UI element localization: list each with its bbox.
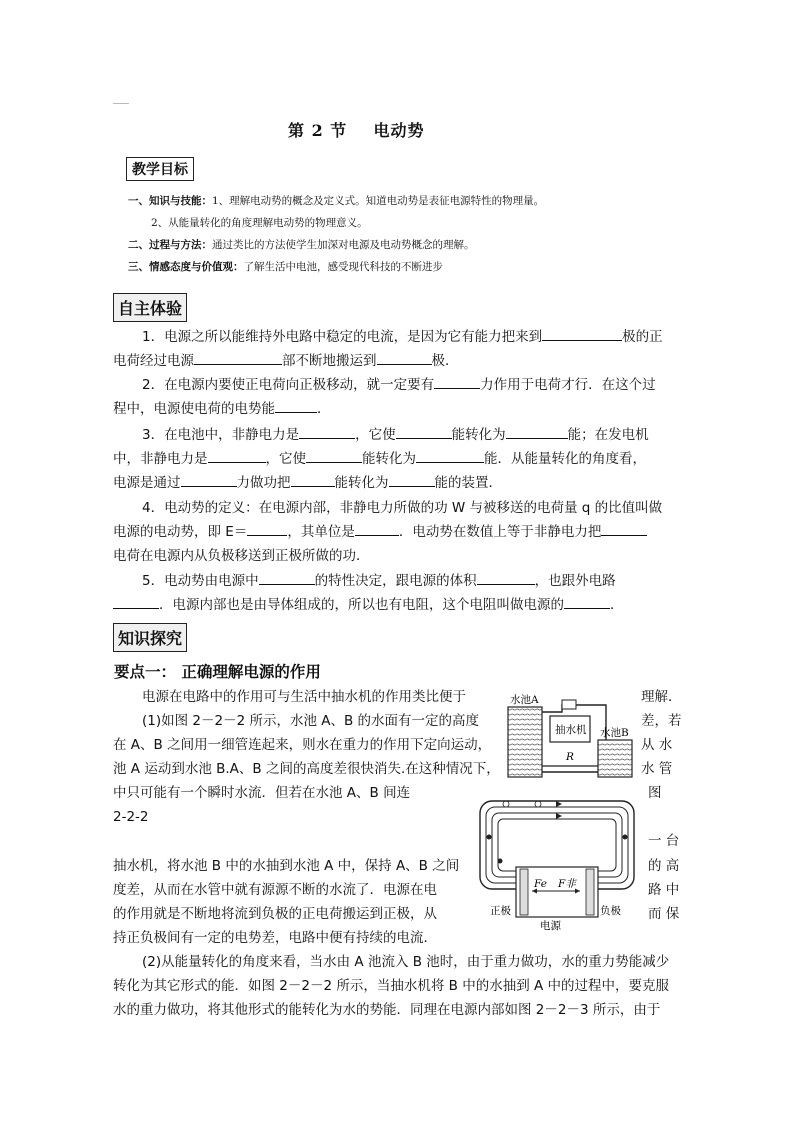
charge-dot — [623, 835, 628, 840]
blank[interactable] — [291, 472, 335, 487]
blank[interactable] — [306, 448, 362, 463]
blank[interactable] — [416, 448, 484, 463]
pump-motor — [562, 700, 576, 709]
goal-1b-text: 2、从能量转化的角度理解电动势的物理意义。 — [151, 217, 368, 229]
blank[interactable] — [181, 472, 237, 487]
charge-dot — [498, 859, 503, 864]
q5-text-c: ，也跟外电路 — [534, 573, 616, 589]
point1-title: 要点一： 正确理解电源的作用 — [114, 663, 321, 681]
q3-text-b: ，它使 — [355, 427, 396, 443]
p1-left: 电源在电路中的作用可与生活中抽水机的作用类比便于 — [142, 689, 466, 705]
negative-label: 负极 — [600, 905, 621, 917]
fe-label: Fe — [534, 878, 547, 890]
q5-text-e: ． — [610, 597, 624, 613]
goal-1-text: 1、理解电动势的概念及定义式。知道电动势是表征电源特性的物理量。 — [212, 195, 545, 207]
blank[interactable] — [396, 424, 452, 439]
p4-right: 水 管 — [641, 761, 673, 777]
goals-label: 教学目标 — [126, 157, 194, 181]
q4-text-b: 电源的电动势，即 E＝ — [113, 524, 248, 540]
q3-line1 — [142, 424, 649, 448]
q2-text-c: 程中，电源使电荷的电势能 — [113, 401, 275, 417]
goal-1 — [128, 193, 544, 208]
goal-1-label: 一、知识与技能： — [128, 195, 212, 207]
q1-line2 — [113, 350, 459, 374]
p11-left: 持正负极间有一定的电势差，电路中便有持续的电流． — [113, 930, 437, 946]
p9-left: 度差，从而在水管中就有源源不断的水流了．电源在电 — [113, 882, 437, 898]
blank[interactable] — [194, 350, 282, 365]
goal-2-label: 二、过程与方法： — [128, 239, 212, 251]
negative-plate — [586, 869, 594, 915]
p14: 水的重力做功，将其他形式的能转化为水的势能．同理在电源内部如图 2－2－3 所示，由于 — [113, 1002, 661, 1018]
q1-line1 — [142, 326, 663, 350]
source-label: 电源 — [540, 920, 561, 932]
p5-right: 图 — [648, 785, 662, 801]
q3-text-d: 能；在发电机 — [567, 427, 649, 443]
p1-right: 理解． — [641, 689, 682, 705]
goal-3-label: 三、情感态度与价值观： — [128, 261, 244, 273]
q3-text-i: 电源是通过 — [113, 475, 181, 491]
pool-a-shape — [508, 707, 542, 777]
q3-text-g: 能转化为 — [362, 451, 416, 467]
pool-b-shape — [598, 740, 632, 777]
goal-3 — [128, 259, 443, 274]
q5-text-a: 5．电动势由电源中 — [142, 573, 259, 589]
charge-dot — [487, 835, 492, 840]
pool-a-label: 水池A — [510, 694, 539, 706]
blank[interactable] — [477, 570, 535, 585]
loop-4 — [498, 819, 616, 871]
q2-text-a: 2．在电源内要使正电荷向正极移动，就一定要有 — [142, 377, 435, 393]
q3-text-e: 中，非静电力是 — [113, 451, 208, 467]
p10-right: 而 保 — [648, 906, 680, 922]
q4-text-d: ．电动势在数值上等于非静电力把 — [398, 524, 602, 540]
page-title: 第 2 节 电动势 — [288, 121, 425, 140]
p13: 转化为其它形式的能．如图 2－2－2 所示，当抽水机将 B 中的水抽到 A 中的过程中，要克服 — [113, 978, 670, 994]
p10-left: 的作用就是不断地将流到负极的正电荷搬运到正极，从 — [113, 906, 437, 922]
q3-text-j: 力做功把 — [236, 475, 291, 491]
q2-line2 — [113, 398, 331, 422]
blank[interactable] — [506, 424, 568, 439]
blank[interactable] — [275, 398, 317, 413]
p8-right: 的 高 — [648, 858, 680, 874]
blank[interactable] — [355, 521, 399, 536]
q4-line1: 4．电动势的定义：在电源内部，非静电力所做的功 W 与被移送的电荷量 q 的比值叫做 — [142, 500, 663, 516]
r-label: R — [566, 751, 574, 763]
p12: (2)从能量转化的角度来看，当水由 A 池流入 B 池时，由于重力做功，水的重力势能减少 — [142, 954, 670, 970]
q3-text-a: 3．在电池中，非静电力是 — [142, 427, 300, 443]
goal-3-text: 了解生活中电池，感受现代科技的不断进步 — [243, 261, 443, 273]
blank[interactable] — [113, 594, 159, 609]
charge-marker — [503, 801, 509, 807]
q3-text-l: 能的装置． — [434, 475, 502, 491]
blank[interactable] — [247, 521, 287, 536]
self-study-label: 自主体验 — [113, 293, 187, 322]
circuit-figure — [476, 797, 640, 933]
arrow — [556, 813, 562, 819]
p9-right: 路 中 — [648, 882, 680, 898]
p5-left: 中只可能有一个瞬时水流．但若在水池 A、B 间连 — [113, 785, 411, 801]
q1-text-d: 部不断地搬运到 — [282, 353, 377, 369]
blank[interactable] — [377, 350, 432, 365]
positive-plate — [520, 869, 528, 915]
q1-text-b: 极的正 — [622, 329, 663, 345]
q1-text-c: 电荷经过电源 — [113, 353, 194, 369]
p4-left: 池 A 运动到水池 B.A、B 之间的高度差很快消失.在这种情况下， — [113, 761, 500, 777]
blank[interactable] — [542, 326, 622, 341]
q2-text-d: ． — [317, 401, 331, 417]
pump-label: 抽水机 — [555, 724, 587, 736]
blank[interactable] — [208, 448, 266, 463]
blank[interactable] — [389, 472, 435, 487]
q5-text-d: ．电源内部也是由导体组成的，所以也有电阻，这个电阻叫做电源的 — [159, 597, 564, 613]
p8-left: 抽水机，将水池 B 中的水抽到水池 A 中，保持 A、B 之间 — [113, 858, 460, 874]
blank[interactable] — [299, 424, 355, 439]
q3-text-k: 能转化为 — [334, 475, 389, 491]
q4-text-c: ，其单位是 — [287, 524, 355, 540]
goal-2-text: 通过类比的方法使学生加深对电源及电动势概念的理解。 — [212, 239, 475, 251]
q3-text-f: ，它使 — [265, 451, 306, 467]
p2-right: 差，若 — [641, 713, 682, 729]
positive-label: 正极 — [490, 905, 511, 917]
header-rule — [113, 103, 129, 104]
p7-right: 一 台 — [648, 833, 680, 849]
q1-text-a: 1．电源之所以能维持外电路中稳定的电流，是因为它有能力把来到 — [142, 329, 543, 345]
goal-2 — [128, 237, 475, 252]
arrow — [556, 801, 562, 807]
q2-line1 — [142, 374, 656, 398]
blank[interactable] — [259, 570, 315, 585]
p3-right: 从 水 — [641, 737, 673, 753]
q1-text-e: 极． — [431, 353, 459, 369]
p3-left: 在 A、B 之间用一细管连起来，则水在重力的作用下定向运动， — [113, 737, 492, 753]
p6-left: 2-2-2 — [113, 809, 149, 825]
q2-text-b: 力作用于电荷才行．在这个过 — [480, 377, 656, 393]
pool-b-label: 水池B — [600, 727, 629, 739]
blank[interactable] — [434, 374, 480, 389]
q3-line2 — [113, 448, 646, 472]
p2-left: (1)如图 2－2－2 所示，水池 A、B 的水面有一定的高度 — [142, 713, 480, 729]
q5-line1 — [142, 570, 616, 594]
q4-line3: 电荷在电源内从负极移送到正极所做的功． — [113, 548, 370, 564]
ff-label: F非 — [558, 878, 576, 890]
q4-line2 — [113, 521, 647, 545]
q3-text-h: 能．从能量转化的角度看， — [484, 451, 646, 467]
explore-label: 知识探究 — [113, 623, 187, 652]
q3-line3 — [113, 472, 502, 496]
blank[interactable] — [564, 594, 610, 609]
water-pump-figure — [506, 692, 636, 784]
charge-marker — [535, 801, 541, 807]
q5-text-b: 的特性决定，跟电源的体积 — [314, 573, 477, 589]
q3-text-c: 能转化为 — [451, 427, 506, 443]
q5-line2 — [113, 594, 624, 618]
blank[interactable] — [601, 521, 647, 536]
